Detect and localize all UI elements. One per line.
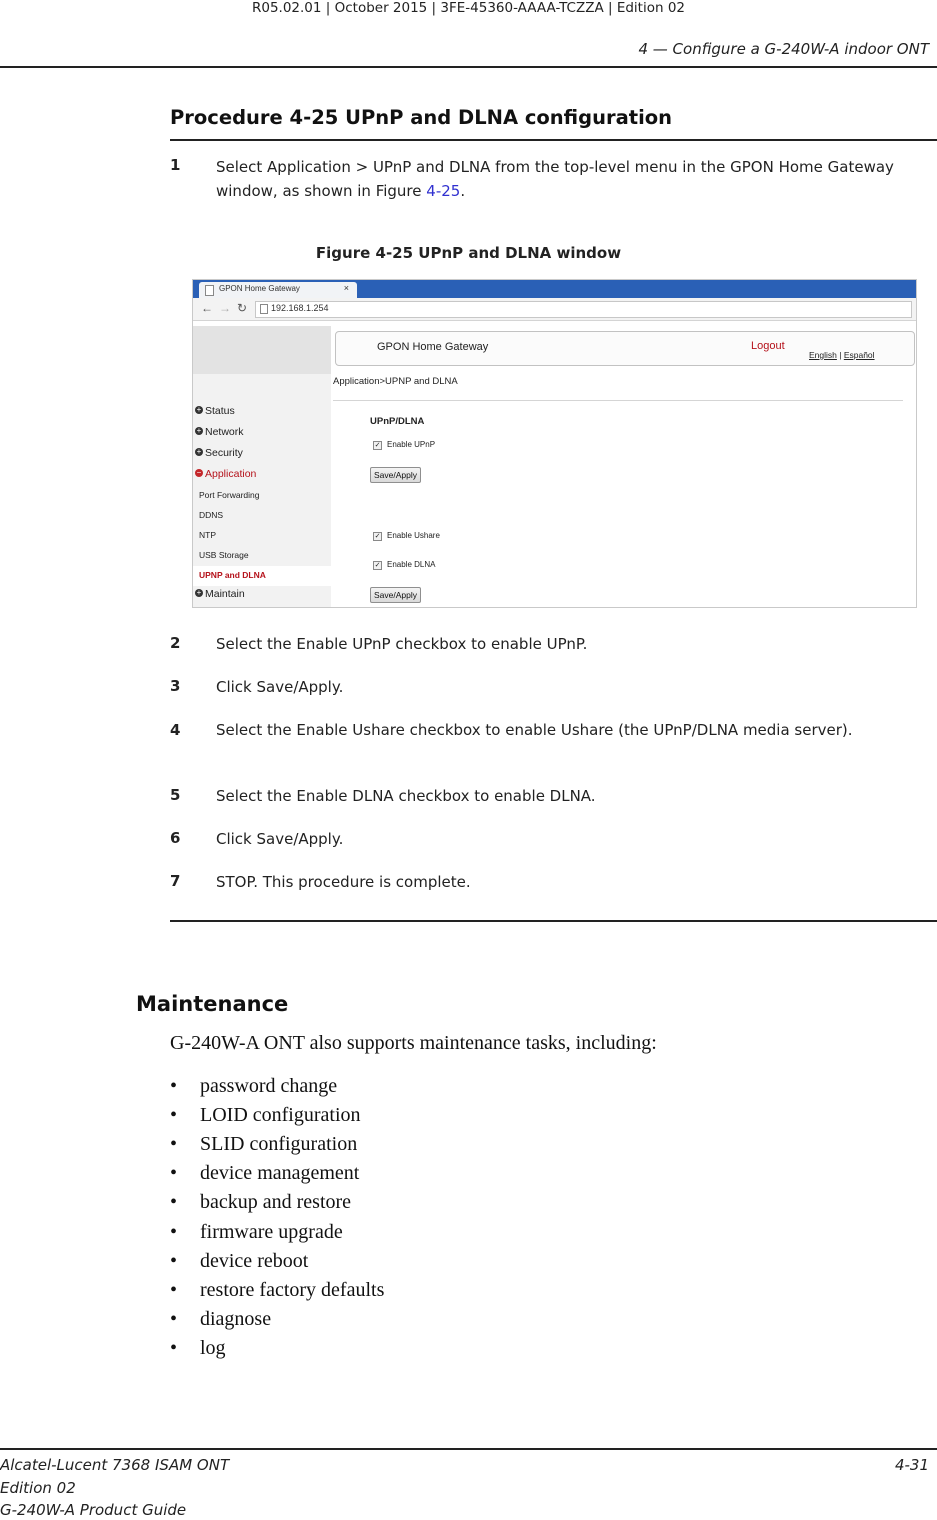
step-number: 3 <box>170 677 181 695</box>
step-number: 4 <box>170 721 181 739</box>
step-text: Select Application > UPnP and DLNA from the top-level menu in the GPON Home Gateway window, as shown in Figure 4-25. <box>216 158 894 200</box>
enable-upnp-row <box>373 440 435 450</box>
enable-dlna-row <box>373 560 435 570</box>
enable-upnp-checkbox[interactable]: ✓ <box>374 442 381 449</box>
enable-ushare-label: Enable Ushare <box>387 531 440 540</box>
body-paragraph: G-240W-A ONT also supports maintenance tasks, including: <box>170 1032 657 1054</box>
back-icon[interactable]: ← <box>201 301 213 315</box>
gateway-header <box>335 331 915 366</box>
step-number: 2 <box>170 634 181 652</box>
lang-espanol[interactable]: Español <box>843 350 875 360</box>
step-text: Select the Enable UPnP checkbox to enable UPnP. <box>216 635 588 653</box>
step-text: Click Save/Apply. <box>216 830 344 848</box>
procedure-rule <box>170 139 937 141</box>
step-text: Click Save/Apply. <box>216 678 344 696</box>
list-item: • device management <box>170 1162 360 1184</box>
save-apply-button[interactable]: Save/Apply <box>370 467 421 483</box>
list-item: • log <box>170 1337 226 1359</box>
reload-icon[interactable]: ↻ <box>237 301 248 315</box>
nav-ntp[interactable]: NTP <box>199 530 216 540</box>
list-item: • backup and restore <box>170 1191 352 1213</box>
expand-icon: + <box>196 426 202 435</box>
step-text: STOP. This procedure is complete. <box>216 873 471 891</box>
step-number: 5 <box>170 786 181 804</box>
save-apply-button-2[interactable]: Save/Apply <box>370 587 421 603</box>
collapse-icon: − <box>196 468 202 477</box>
header-divider <box>0 66 937 68</box>
url-text: 192.168.1.254 <box>271 303 329 313</box>
forward-icon[interactable]: → <box>219 301 231 315</box>
list-item: • restore factory defaults <box>170 1279 385 1301</box>
page-icon <box>260 304 268 314</box>
breadcrumb: Application>UPNP and DLNA <box>333 376 458 387</box>
list-item: • LOID configuration <box>170 1104 361 1126</box>
step-number: 7 <box>170 872 181 890</box>
list-item: • diagnose <box>170 1308 272 1330</box>
figure-screenshot <box>192 279 917 608</box>
browser-tab-bar <box>193 280 916 298</box>
expand-icon: + <box>196 447 202 456</box>
figure-link[interactable]: 4-25 <box>426 182 461 200</box>
footer-divider <box>0 1448 937 1450</box>
nav-network[interactable]: + Network <box>196 426 244 438</box>
lang-english[interactable]: English <box>809 350 837 360</box>
language-switch: English | Español <box>809 350 875 360</box>
procedure-title: Procedure 4-25 UPnP and DLNA configuration <box>170 106 673 129</box>
logout-link[interactable]: Logout <box>751 340 785 352</box>
footer-guide: G-240W-A Product Guide <box>0 1501 187 1519</box>
list-item: • SLID configuration <box>170 1133 358 1155</box>
enable-ushare-row <box>373 531 440 541</box>
expand-icon: + <box>196 588 202 597</box>
nav-status[interactable]: + Status <box>196 405 235 417</box>
page-number: 4-31 <box>894 1456 929 1474</box>
nav-usb-storage[interactable]: USB Storage <box>199 550 249 560</box>
nav-ddns[interactable]: DDNS <box>199 510 224 520</box>
left-header-panel <box>193 326 331 374</box>
step-text: Select the Enable Ushare checkbox to enable Ushare (the UPnP/DLNA media server). <box>216 721 853 739</box>
breadcrumb-divider <box>333 400 903 401</box>
list-item: • firmware upgrade <box>170 1221 343 1243</box>
section-heading: Maintenance <box>136 992 289 1016</box>
step-number: 1 <box>170 156 181 174</box>
procedure-end-rule <box>170 920 937 922</box>
step-number: 6 <box>170 829 181 847</box>
nav-port-forwarding[interactable]: Port Forwarding <box>199 490 260 500</box>
enable-dlna-checkbox[interactable]: ✓ <box>374 562 381 569</box>
nav-security[interactable]: + Security <box>196 447 243 459</box>
url-field[interactable] <box>255 301 912 318</box>
list-item: • password change <box>170 1075 338 1097</box>
enable-dlna-label: Enable DLNA <box>387 560 436 569</box>
footer-product: Alcatel-Lucent 7368 ISAM ONT <box>0 1456 230 1474</box>
list-item: • device reboot <box>170 1250 309 1272</box>
browser-tab[interactable] <box>199 282 357 298</box>
nav-application[interactable]: − Application <box>196 468 257 480</box>
document-id: R05.02.01 | October 2015 | 3FE-45360-AAAA-TCZZA | Edition 02 <box>251 0 686 16</box>
address-bar-row <box>193 298 916 321</box>
figure-title: Figure 4-25 UPnP and DLNA window <box>315 244 622 262</box>
section-title: UPnP/DLNA <box>370 416 425 427</box>
enable-ushare-checkbox[interactable]: ✓ <box>374 533 381 540</box>
page-icon <box>205 285 214 296</box>
gateway-title: GPON Home Gateway <box>377 341 489 353</box>
nav-maintain[interactable]: + Maintain <box>196 588 245 600</box>
enable-upnp-label: Enable UPnP <box>387 440 436 449</box>
tab-title: GPON Home Gateway <box>219 284 300 293</box>
expand-icon: + <box>196 405 202 414</box>
close-icon[interactable]: × <box>343 283 349 293</box>
step-text: Select the Enable DLNA checkbox to enable DLNA. <box>216 787 596 805</box>
footer-edition: Edition 02 <box>0 1479 76 1497</box>
nav-upnp-dlna[interactable]: UPNP and DLNA <box>199 570 266 580</box>
running-head: 4 — Configure a G-240W-A indoor ONT <box>638 40 929 58</box>
